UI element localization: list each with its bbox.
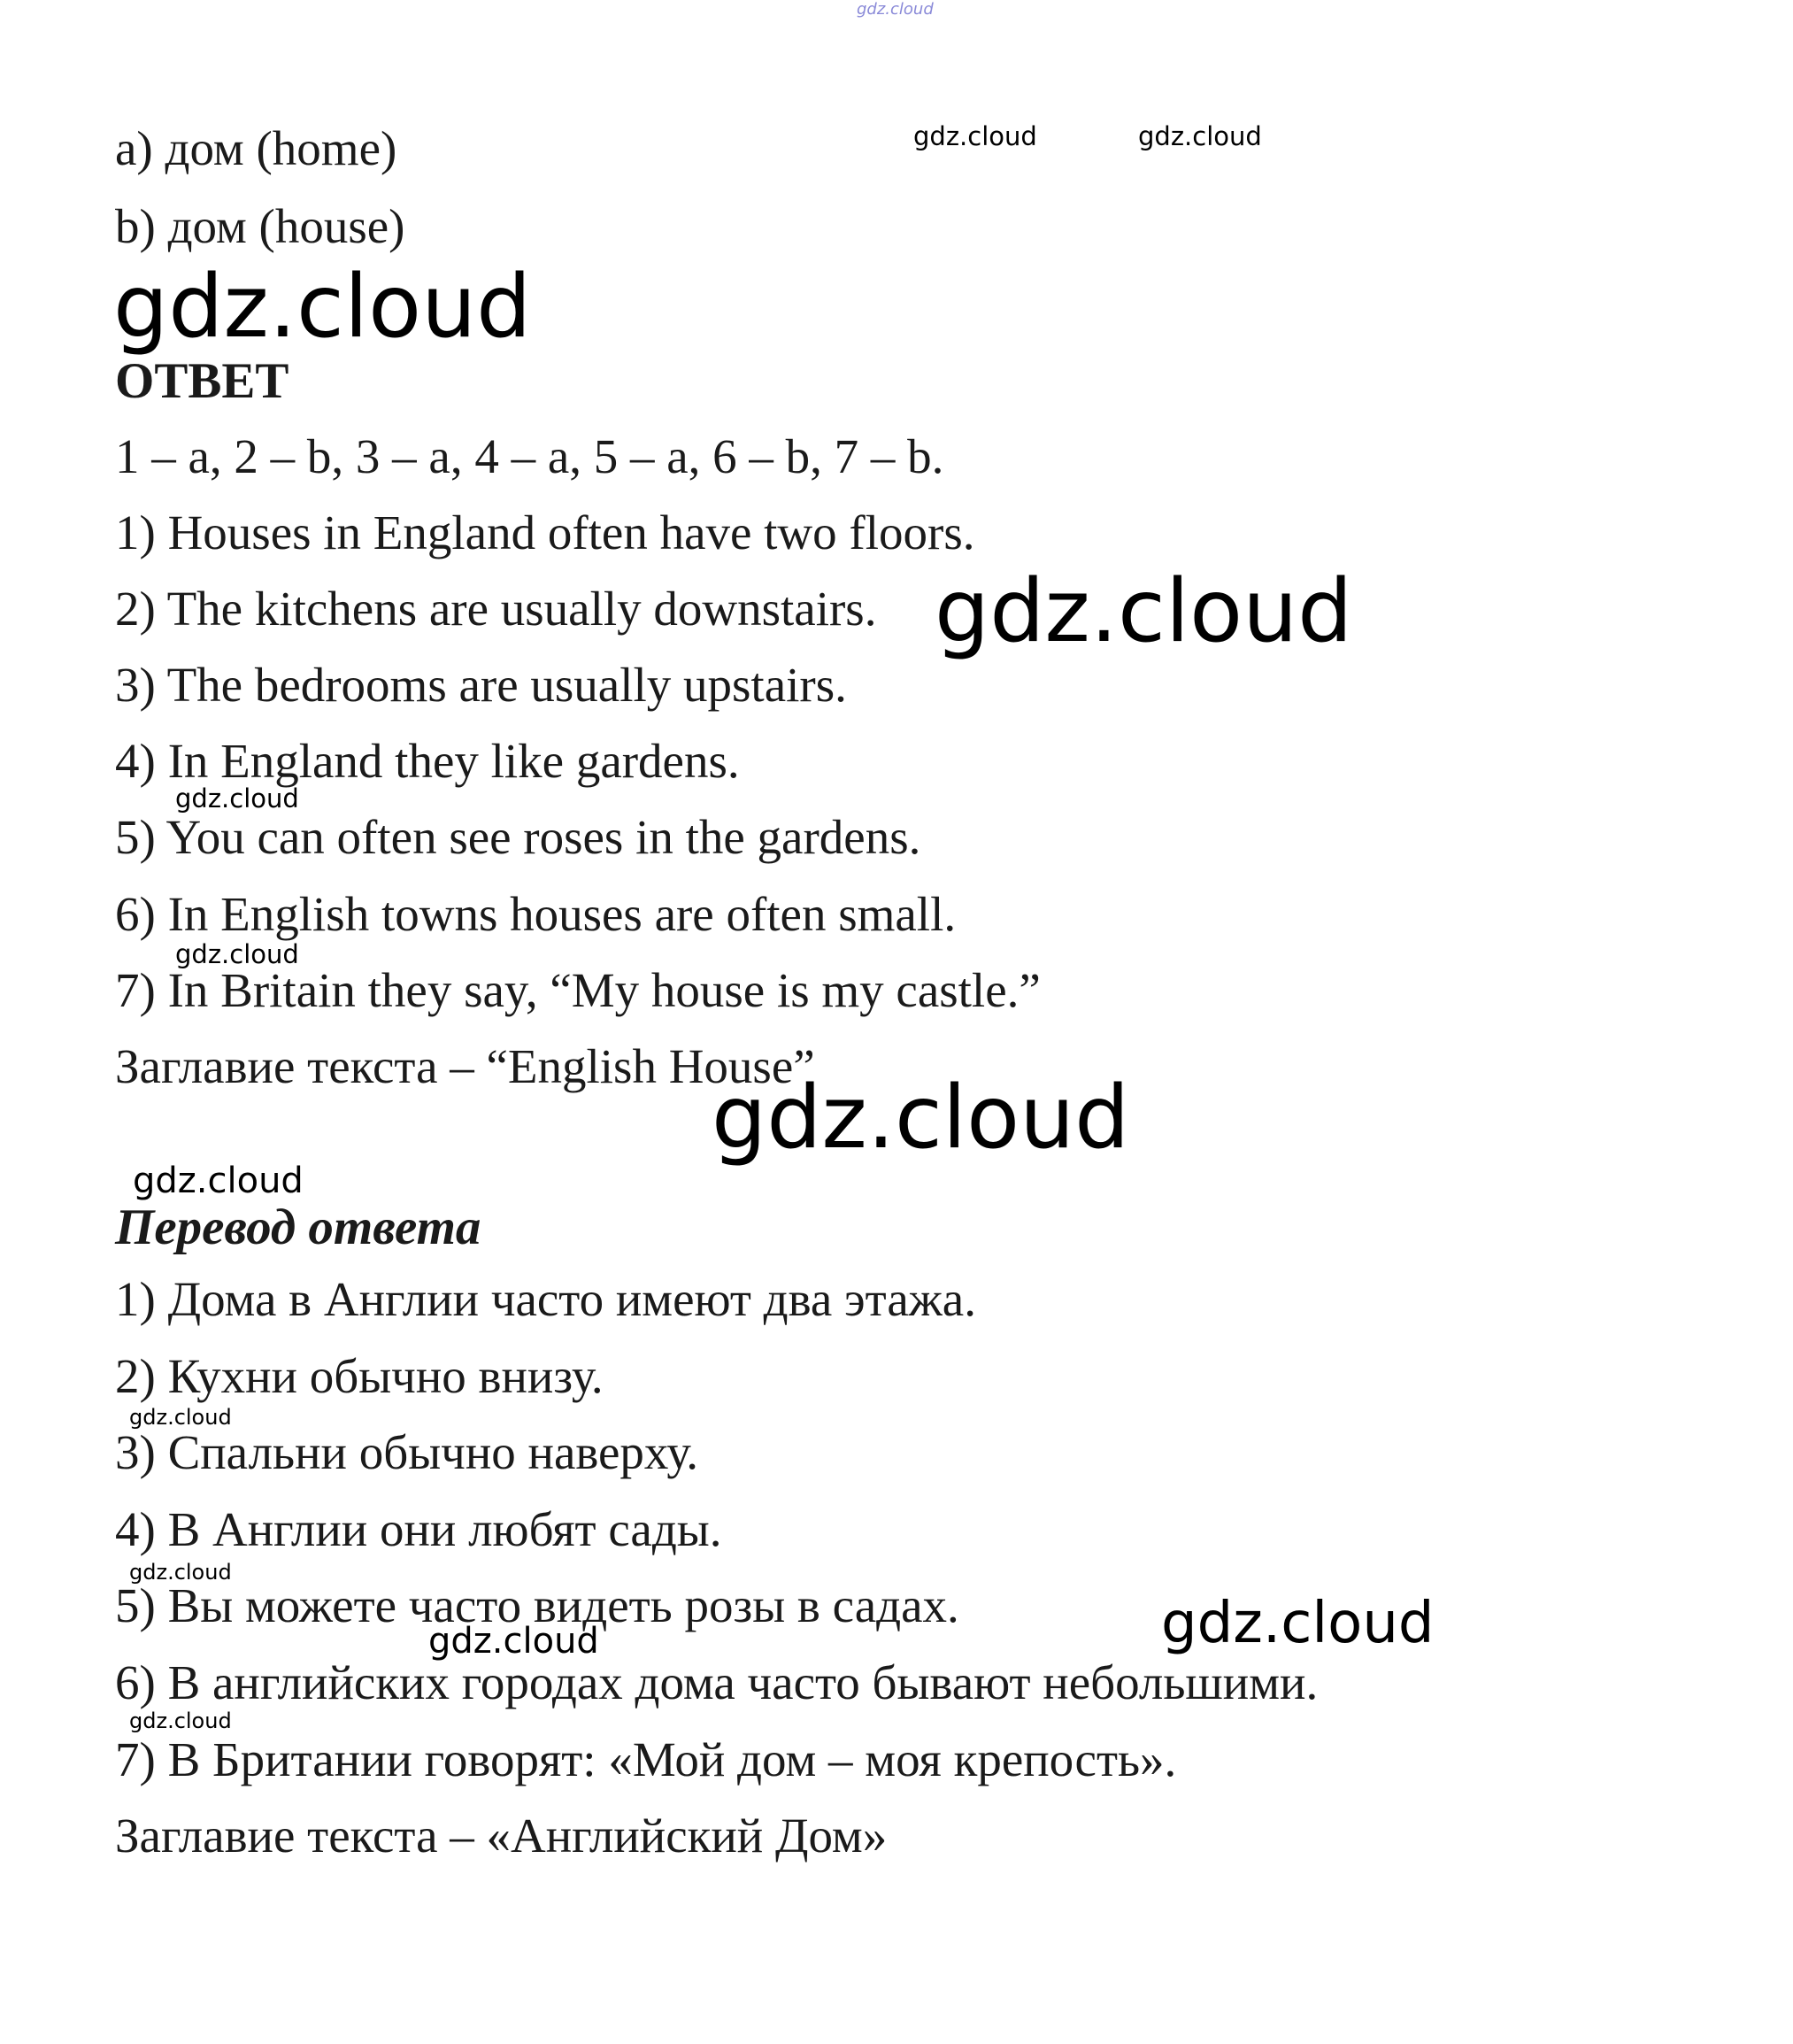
watermark-small-2: gdz.cloud bbox=[1138, 121, 1262, 151]
translation-sentence-2: 2) Кухни обычно внизу. bbox=[115, 1349, 604, 1403]
translation-sentence-3: 3) Спальни обычно наверху. bbox=[115, 1425, 699, 1479]
answer-sentence-6: 6) In English towns houses are often small. bbox=[115, 887, 957, 941]
answer-sentence-4: 4) In England they like gardens. bbox=[115, 734, 740, 788]
answer-sentence-1: 1) Houses in England often have two floors. bbox=[115, 505, 975, 559]
answer-sentence-7: 7) In Britain they say, “My house is my castle.” bbox=[115, 963, 1041, 1017]
watermark-top: gdz.cloud bbox=[857, 0, 934, 19]
option-a: a) дом (home) bbox=[115, 121, 397, 175]
translation-sentence-5: 5) Вы можете часто видеть розы в садах. bbox=[115, 1578, 959, 1632]
answer-heading: ОТВЕТ bbox=[115, 353, 289, 409]
watermark-small-4: gdz.cloud bbox=[175, 939, 299, 969]
watermark-medium-1: gdz.cloud bbox=[133, 1161, 304, 1201]
translation-title-line: Заглавие текста – «Английский Дом» bbox=[115, 1809, 888, 1863]
translation-sentence-1: 1) Дома в Англии часто имеют два этажа. bbox=[115, 1272, 976, 1326]
translation-sentence-7: 7) В Британии говорят: «Мой дом – моя крепость». bbox=[115, 1732, 1177, 1786]
answer-sentence-2: 2) The kitchens are usually downstairs. bbox=[115, 582, 877, 636]
watermark-large-3: gdz.cloud bbox=[712, 1068, 1130, 1169]
watermark-large-2: gdz.cloud bbox=[935, 561, 1353, 662]
watermark-large-4: gdz.cloud bbox=[1161, 1591, 1435, 1656]
watermark-large-1: gdz.cloud bbox=[113, 257, 532, 358]
translation-sentence-6: 6) В английских городах дома часто бывают небольшими. bbox=[115, 1655, 1319, 1709]
option-b: b) дом (house) bbox=[115, 199, 405, 253]
watermark-small-3: gdz.cloud bbox=[175, 783, 299, 814]
watermark-medium-2: gdz.cloud bbox=[428, 1621, 599, 1662]
answer-sentence-5: 5) You can often see roses in the gardens. bbox=[115, 810, 921, 864]
translation-heading: Перевод ответа bbox=[115, 1199, 481, 1255]
translation-sentence-4: 4) В Англии они любят сады. bbox=[115, 1502, 722, 1556]
watermark-small-1: gdz.cloud bbox=[913, 121, 1037, 151]
watermark-tiny-1: gdz.cloud bbox=[129, 1405, 232, 1430]
answer-title-line: Заглавие текста – “English House” bbox=[115, 1039, 815, 1093]
watermark-tiny-2: gdz.cloud bbox=[129, 1560, 232, 1585]
watermark-tiny-3: gdz.cloud bbox=[129, 1708, 232, 1733]
answer-sentence-3: 3) The bedrooms are usually upstairs. bbox=[115, 658, 847, 712]
answer-key: 1 – a, 2 – b, 3 – a, 4 – a, 5 – a, 6 – b, 7 – b. bbox=[115, 429, 944, 483]
